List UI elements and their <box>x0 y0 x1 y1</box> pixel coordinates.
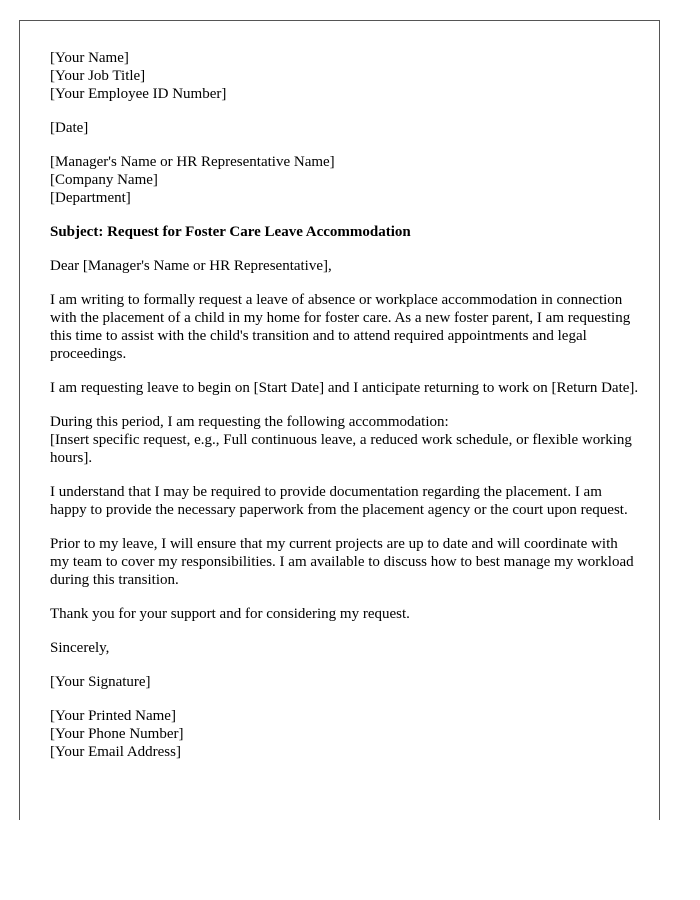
letter-page <box>19 20 660 820</box>
paragraph-transition: Prior to my leave, I will ensure that my current projects are up to date and will coordinate with my team to cover my responsibilities. I am available to discuss how to best manage my workload during this transition. <box>50 536 634 588</box>
sender-job-title: [Your Job Title] <box>50 68 146 84</box>
recipient-company: [Company Name] <box>50 172 158 188</box>
printed-name: [Your Printed Name] <box>50 708 176 724</box>
signature: [Your Signature] <box>50 674 151 690</box>
recipient-block <box>50 153 640 207</box>
recipient-name: [Manager's Name or HR Representative Name] <box>50 154 335 170</box>
phone-number: [Your Phone Number] <box>50 726 184 742</box>
closing: Sincerely, <box>50 640 110 656</box>
letter-subject: Subject: Request for Foster Care Leave Accommodation <box>50 224 411 240</box>
email-address: [Your Email Address] <box>50 744 181 760</box>
sender-block <box>50 49 640 103</box>
paragraph-accommodation-request: [Insert specific request, e.g., Full continuous leave, a reduced work schedule, or flexible working hours]. <box>50 432 632 466</box>
accommodation-block <box>50 413 640 467</box>
paragraph-thanks: Thank you for your support and for considering my request. <box>50 606 410 622</box>
letter-body <box>50 49 640 777</box>
paragraph-documentation: I understand that I may be required to provide documentation regarding the placement. I am happy to provide the necessary paperwork from the placement agency or the court upon request. <box>50 484 628 518</box>
recipient-department: [Department] <box>50 190 131 206</box>
footer-block <box>50 707 640 761</box>
paragraph-accommodation-intro: During this period, I am requesting the following accommodation: <box>50 414 449 430</box>
paragraph-dates: I am requesting leave to begin on [Start Date] and I anticipate returning to work on [Return Date]. <box>50 380 639 396</box>
salutation: Dear [Manager's Name or HR Representative], <box>50 258 332 274</box>
paragraph-intro: I am writing to formally request a leave of absence or workplace accommodation in connection with the placement of a child in my home for foster care. As a new foster parent, I am requesting this time to assist with the child's transition and to attend required appointments and legal proceedings. <box>50 292 631 362</box>
date-block <box>50 119 640 137</box>
sender-employee-id: [Your Employee ID Number] <box>50 86 227 102</box>
letter-date: [Date] <box>50 120 89 136</box>
sender-name: [Your Name] <box>50 50 129 66</box>
